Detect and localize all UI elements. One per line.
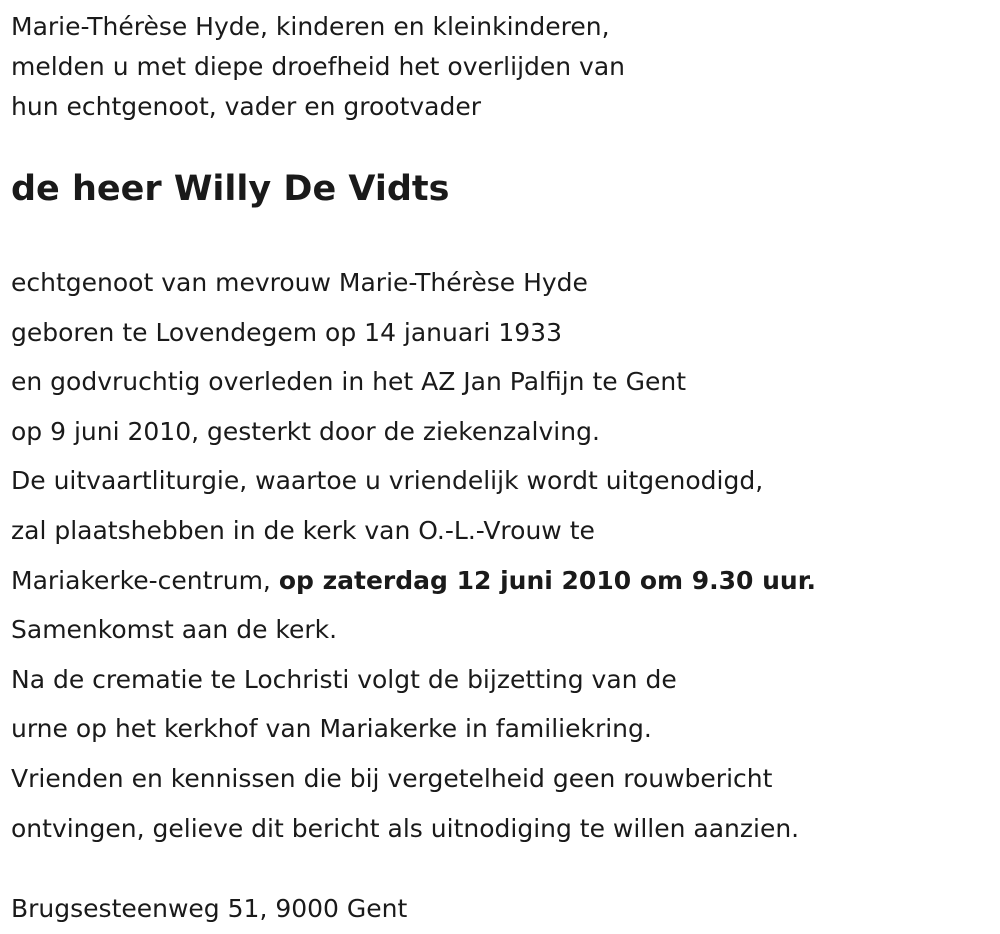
detail-line: Vrienden en kennissen die bij vergetelheid geen rouwbericht: [11, 763, 773, 793]
detail-line: en godvruchtig overleden in het AZ Jan Palfijn te Gent: [11, 367, 686, 397]
detail-line: zal plaatshebben in de kerk van O.-L.-Vrouw te: [11, 515, 595, 545]
intro-line: melden u met diepe droefheid het overlijden van: [11, 52, 626, 81]
detail-line: ontvingen, gelieve dit bericht als uitnodiging te willen aanzien.: [11, 813, 800, 843]
detail-line: echtgenoot van mevrouw Marie-Thérèse Hyde: [11, 268, 588, 297]
ceremony-line: [11, 556, 991, 606]
intro-line: hun echtgenoot, vader en grootvader: [11, 92, 482, 121]
detail-line: geboren te Lovendegem op 14 januari 1933: [11, 317, 562, 347]
deceased-name: de heer Willy De Vidts: [11, 169, 450, 209]
intro-line: Marie-Thérèse Hyde, kinderen en kleinkinderen,: [11, 12, 610, 41]
announcement-intro: [11, 7, 991, 127]
detail-line: Samenkomst aan de kerk.: [11, 615, 338, 645]
detail-line: Na de crematie te Lochristi volgt de bijzetting van de: [11, 664, 677, 694]
obituary-details: [11, 258, 991, 853]
ceremony-location: Mariakerke-centrum,: [11, 565, 279, 595]
detail-line: urne op het kerkhof van Mariakerke in familiekring.: [11, 714, 652, 744]
obituary-notice: [11, 0, 991, 929]
ceremony-datetime: op zaterdag 12 juni 2010 om 9.30 uur.: [278, 565, 816, 595]
detail-line: op 9 juni 2010, gesterkt door de ziekenzalving.: [11, 416, 600, 446]
family-address: Brugsesteenweg 51, 9000 Gent: [11, 894, 408, 924]
detail-line: De uitvaartliturgie, waartoe u vriendelijk wordt uitgenodigd,: [11, 466, 764, 496]
